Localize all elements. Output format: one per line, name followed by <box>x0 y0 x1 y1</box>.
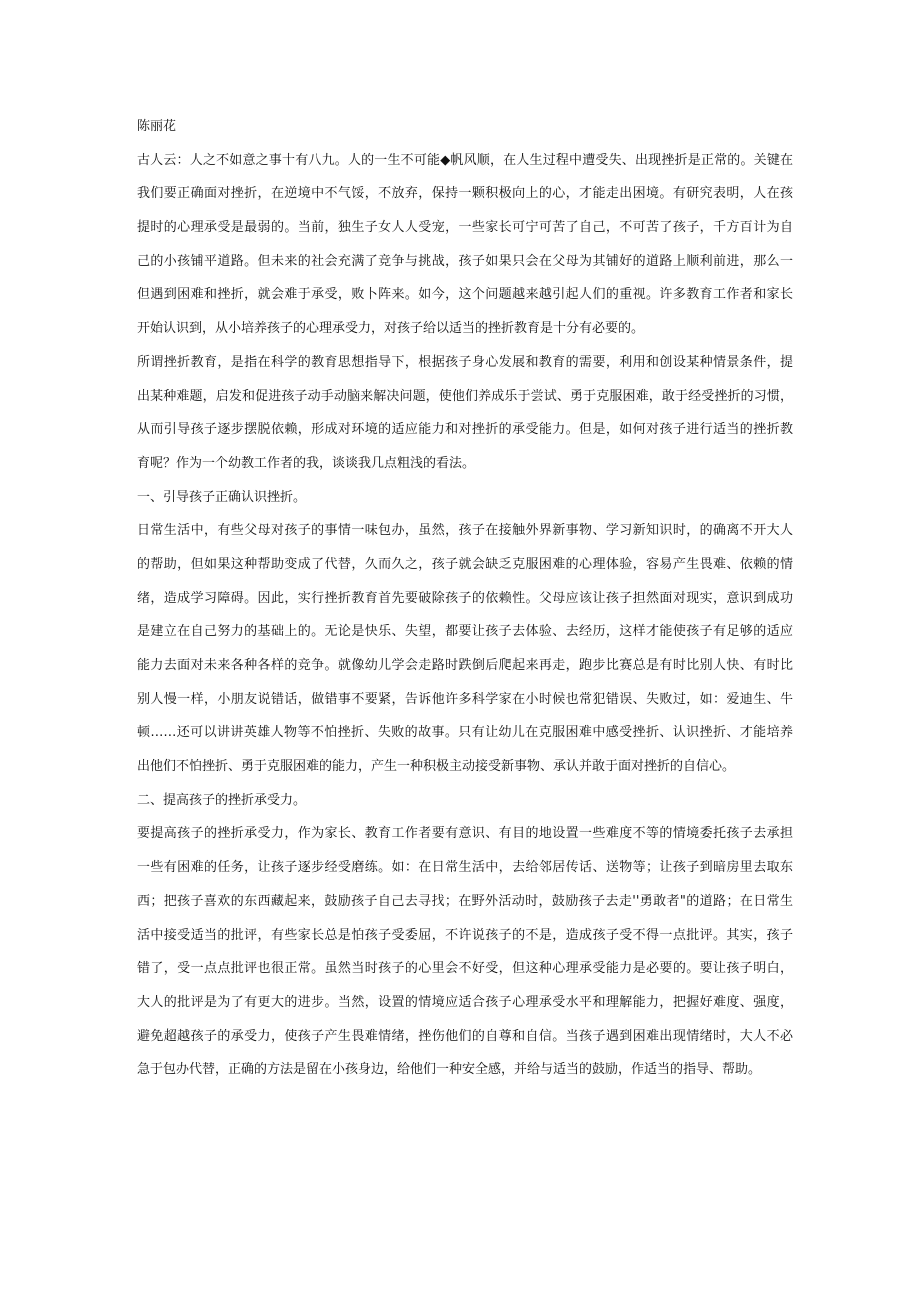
paragraph-line: 错了，受一点点批评也很正常。虽然当时孩子的心里会不好受，但这种心理承受能力是必要的。要让孩子明白， <box>137 961 793 977</box>
paragraph <box>137 346 793 481</box>
paragraph <box>137 817 793 1087</box>
paragraph-line: 古人云：人之不如意之事十有八九。人的一生不可能◆帆风顺，在人生过程中遭受失、出现挫折是正常的。关键在 <box>137 152 793 168</box>
paragraph-line: 但遇到困难和挫折，就会难于承受，败卜阵来。如今，这个问题越来越引起人们的重视。许多教育工作者和家长 <box>137 287 793 303</box>
paragraph-line: 能力去面对未来各种各样的竞争。就像幼儿学会走路时跌倒后爬起来再走，跑步比赛总是有时比别人快、有时比 <box>137 658 793 673</box>
document-body <box>137 110 793 1087</box>
paragraph-line: 活中接受适当的批评，有些家长总是怕孩子受委屈，不许说孩子的不是，造成孩子受不得一点批评。其实，孩子 <box>137 927 793 943</box>
paragraph-line: 别人慢一样，小朋友说错话，做错事不要紧，告诉他许多科学家在小时候也常犯错误、失败过，如：爱迪生、牛 <box>137 691 793 707</box>
paragraph-line: 所谓挫折教育，是指在科学的教育思想指导下，根据孩子身心发展和教育的需要，利用和创设某种情景条件，提 <box>137 354 793 370</box>
paragraph-line: 顿……还可以讲讲英雄人物等不怕挫折、失败的故事。只有让幼儿在克服困难中感受挫折、认识挫折、才能培养 <box>137 725 793 741</box>
paragraph <box>137 514 793 784</box>
paragraph-line: 出某种难题，启发和促进孩子动手动脑来解决问题，使他们养成乐于尝试、勇于克服困难，敢于经受挫折的习惯， <box>137 388 793 404</box>
paragraph-line: 育呢？作为一个幼教工作者的我，谈谈我几点粗浅的看法。 <box>137 455 476 471</box>
paragraph-line: 我们要正确面对挫折，在逆境中不气馁，不放弃，保持一颗积极向上的心，才能走出困境。有研究表明，人在孩 <box>137 186 793 202</box>
section-heading: 二、提高孩子的挫折承受力。 <box>137 792 307 808</box>
paragraph-line: 提时的心理承受是最弱的。当前，独生子女人人受宠，一些家长可宁可苦了自己，不可苦了孩子，千方百计为自 <box>137 220 793 236</box>
paragraph-line: 是建立在自己努力的基础上的。无论是快乐、失望，都要让孩子去体验、去经历，这样才能使孩子有足够的适应 <box>137 624 793 640</box>
paragraph-line: 一些有困难的任务，让孩子逐步经受磨练。如：在日常生活中，去给邻居传话、送物等；让孩子到暗房里去取东 <box>137 860 793 876</box>
paragraph-line: 急于包办代替，正确的方法是留在小孩身边，给他们一种安全感，并给与适当的鼓励，作适当的指导、帮助。 <box>137 1062 762 1078</box>
paragraph-line: 绪，造成学习障碍。因此，实行挫折教育首先要破除孩子的依赖性。父母应该让孩子担然面对现实，意识到成功 <box>137 590 793 606</box>
paragraph-line: 的帮助，但如果这种帮助变成了代替，久而久之，孩子就会缺乏克服困难的心理体验，容易产生畏难、依赖的情 <box>137 556 793 572</box>
section-heading: 一、引导孩子正确认识挫折。 <box>137 489 307 505</box>
paragraph-line: 西；把孩子喜欢的东西藏起来，鼓励孩子自己去寻找；在野外活动时，鼓励孩子去走''勇敢者"的道路；在日常生 <box>137 893 793 909</box>
paragraph-line: 要提高孩子的挫折承受力，作为家长、教育工作者要有意识、有目的地设置一些难度不等的情境委托孩子去承担 <box>137 826 793 842</box>
paragraph <box>137 144 793 346</box>
paragraph-line: 大人的批评是为了有更大的进步。当然，设置的情境应适合孩子心理承受水平和理解能力，把握好难度、强度， <box>137 994 793 1010</box>
paragraph-line: 己的小孩铺平道路。但未来的社会充满了竞争与挑战，孩子如果只会在父母为其铺好的道路上顺利前进，那么一 <box>137 253 793 269</box>
author-name: 陈丽花 <box>137 119 177 134</box>
paragraph-line: 从而引导孩子逐步摆脱依赖，形成对环境的适应能力和对挫折的承受能力。但是，如何对孩子进行适当的挫折教 <box>137 422 793 438</box>
paragraph-line: 开始认识到，从小培养孩子的心理承受力，对孩子给以适当的挫折教育是十分有必要的。 <box>137 321 645 337</box>
paragraph-line: 避免超越孩子的承受力，使孩子产生畏难情绪，挫伤他们的自尊和自信。当孩子遇到困难出现情绪时，大人不必 <box>137 1028 793 1044</box>
paragraph-line: 出他们不怕挫折、勇于克服困难的能力，产生一种积极主动接受新事物、承认并敢于面对挫折的自信心。 <box>137 759 736 775</box>
paragraph-line: 日常生活中，有些父母对孩子的事情一味包办，虽然，孩子在接触外界新事物、学习新知识时，的确离不开大人 <box>137 523 793 539</box>
